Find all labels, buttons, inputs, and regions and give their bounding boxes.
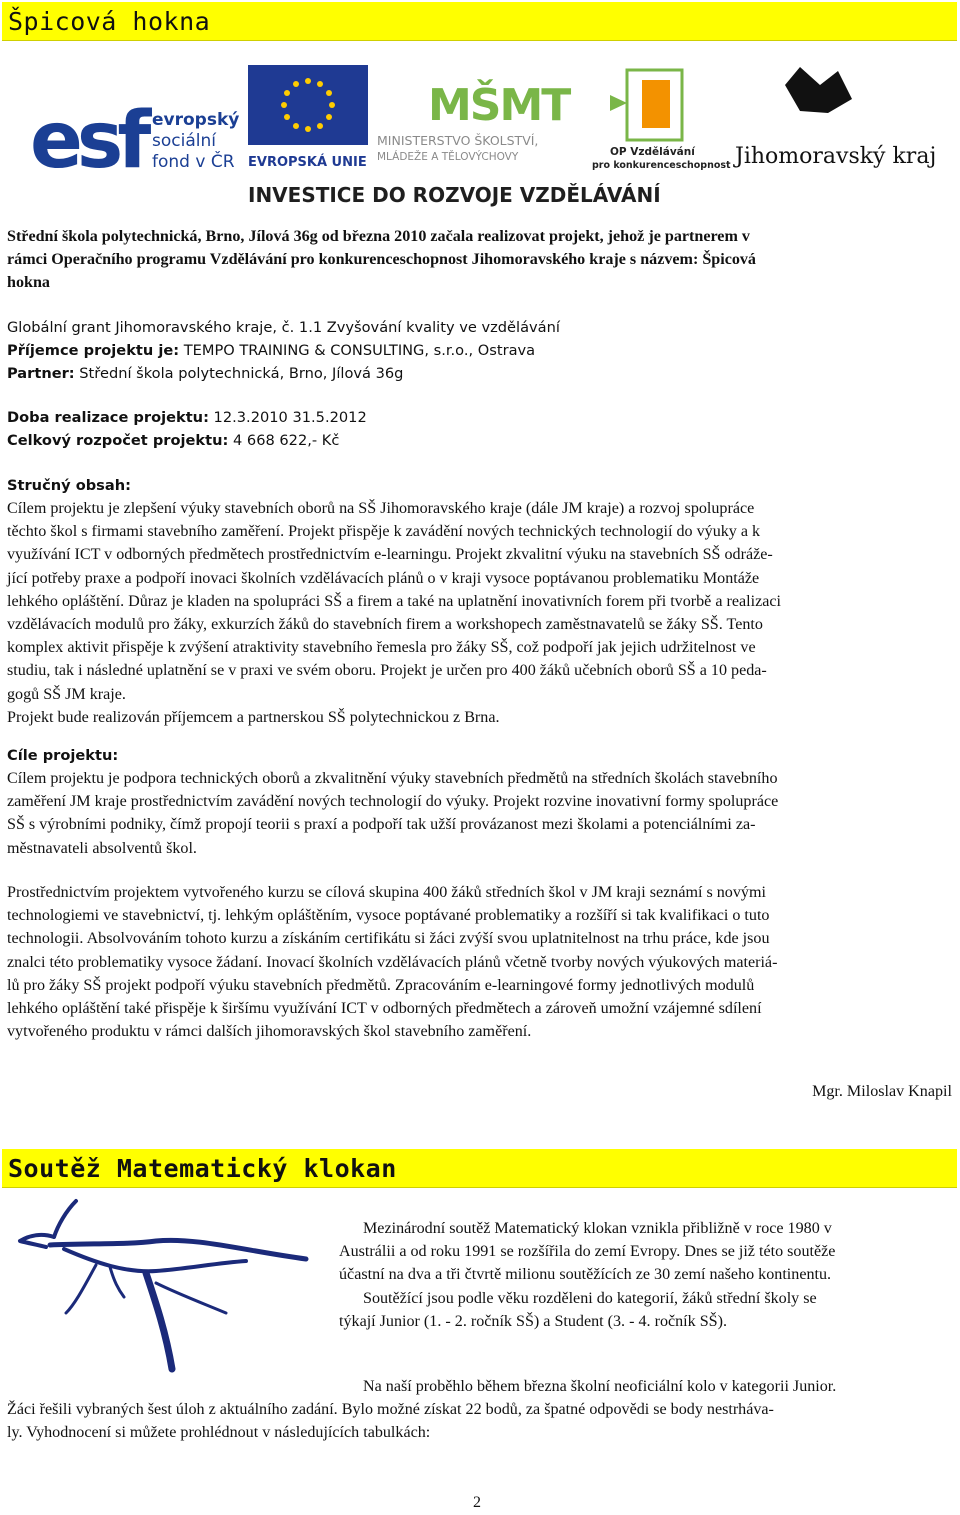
- summary-line: studiu, tak i následné uplatnění se v praxi ve svém oboru. Projekt je určen pro 400 žáků učebních oborů SŠ a 10 peda-: [7, 662, 767, 680]
- op-logo: [592, 70, 731, 171]
- course-line: Prostřednictvím projektem vytvořeného kurzu se cílová skupina 400 žáků středních škol v JM kraji seznámí s novými: [7, 884, 766, 901]
- school-line-3: ly. Vyhodnocení si můžete prohlédnout v následujících tabulkách:: [7, 1424, 431, 1441]
- goals-line: zaměření JM kraje prostřednictvím zavádění nových technologií do výuky. Projekt rozvine inovativní formy spolupráce: [7, 793, 779, 811]
- summary-line: komplex aktivit přispěje k zvýšení atraktivity stavebního řemesla pro žáky SŠ, což podpoří jak jejich udržitelnost ve: [7, 639, 756, 657]
- section-title: Soutěž Matematický klokan: [8, 1154, 397, 1183]
- course-last-line: vytvořeného produktu v rámci dalších jihomoravských škol stavebního zaměření.: [7, 1023, 532, 1041]
- logo-strip: [0, 55, 960, 210]
- summary-last-line: Projekt bude realizován příjemcem a partnerskou SŠ polytechnickou z Brna.: [7, 708, 500, 726]
- msmt-logo: [377, 78, 571, 163]
- msmt-line-1: MINISTERSTVO ŠKOLSTVÍ,: [377, 133, 539, 148]
- summary-heading: Stručný obsah:: [7, 477, 131, 494]
- klokan-line: týkají Junior (1. - 2. ročník SŠ) a Student (3. - 4. ročník SŠ).: [339, 1312, 728, 1330]
- summary-line: využívání ICT v odborných předmětech prostřednictvím e-learningu. Projekt zkvalitní výuku na stavebních SŠ odráže-: [7, 546, 773, 564]
- eu-logo: [248, 65, 368, 170]
- grant-line: Globální grant Jihomoravského kraje, č. 1.1 Zvyšování kvality ve vzdělávání: [7, 319, 560, 336]
- msmt-mark: MŠMT: [428, 80, 570, 131]
- goals-line: městnavateli absolventů škol.: [7, 839, 197, 857]
- klokan-line: Soutěžící jsou podle věku rozděleni do kategorií, žáků střední školy se: [363, 1289, 817, 1307]
- op-line-2: pro konkurenceschopnost: [592, 160, 731, 171]
- partner-line: [7, 362, 403, 385]
- partner-value: Střední škola polytechnická, Brno, Jílová 36g: [74, 365, 404, 382]
- intro-line-2: rámci Operačního programu Vzdělávání pro konkurenceschopnost Jihomoravského kraje s názvem: Špicová: [7, 251, 756, 268]
- course-line: technologii. Absolvováním tohoto kurzu a získáním certifikátu si žáci zvýší svou uplatnitelnost na trhu práce, kde jsou: [7, 930, 770, 948]
- goals-line: Cílem projektu je podpora technických oborů a zkvalitnění výuky stavebních předmětů na středních školách stavebního: [7, 770, 778, 787]
- summary-line: vzdělávacích modulů pro žáky, exkurzích žáků do stavebních firem a workshopech zaměstnavatelů se žáky SŠ. Tento: [7, 616, 763, 634]
- esf-line-2: sociální: [152, 131, 216, 151]
- summary-line: Cílem projektu je zlepšení výuky stavebních oborů na SŠ Jihomoravského kraje (dále JM kraje) a rozvoj spolupráce: [7, 500, 755, 517]
- partner-label: Partner:: [7, 365, 75, 382]
- signature: Mgr. Miloslav Knapil: [812, 1083, 952, 1100]
- page-number: 2: [473, 1494, 481, 1511]
- course-paragraph: [7, 881, 953, 1043]
- course-line: znalci této problematiky vysoce žádaní. Inovací školních vzdělávacích plánů včetně tvorby nových výukových materiá-: [7, 953, 778, 971]
- eu-label: EVROPSKÁ UNIE: [248, 155, 367, 170]
- esf-line-1: evropský: [152, 110, 240, 130]
- goals-heading: Cíle projektu:: [7, 747, 119, 764]
- budget-value: 4 668 622,- Kč: [228, 432, 340, 449]
- summary-line: těchto škol s firmami stavebního zaměření. Projekt přispěje k zavádění nových technických technologií do výuky a k: [7, 523, 761, 541]
- recipient-line: [7, 339, 535, 362]
- summary-paragraph: [7, 497, 953, 729]
- op-line-1: OP Vzdělávání: [610, 146, 695, 158]
- msmt-line-2: MLÁDEŽE A TĚLOVÝCHOVY: [377, 151, 519, 163]
- recipient-value: TEMPO TRAINING & CONSULTING, s.r.o., Ostrava: [179, 342, 536, 359]
- duration-value: 12.3.2010 31.5.2012: [208, 409, 367, 426]
- klokan-line: Mezinárodní soutěž Matematický klokan vznikla přibližně v roce 1980 v: [363, 1220, 832, 1237]
- budget-label: Celkový rozpočet projektu:: [7, 432, 229, 449]
- duration-label: Doba realizace projektu:: [7, 409, 209, 426]
- klokan-intro: [339, 1217, 944, 1333]
- investice-banner: INVESTICE DO ROZVOJE VZDĚLÁVÁNÍ: [248, 183, 661, 207]
- duration-line: [7, 406, 367, 429]
- goals-line: SŠ s výrobními podniky, čímž propojí teorii s praxí a podpoří tak užší provázanost mezi školami a potenciálními za-: [7, 816, 756, 834]
- intro-line-1: Střední škola polytechnická, Brno, Jílová 36g od března 2010 začala realizovat projekt, jehož je partnerem v: [7, 228, 750, 245]
- intro-line-3: hokna: [7, 274, 50, 291]
- goals-paragraph: [7, 767, 953, 860]
- school-line-2: Žáci řešili vybraných šest úloh z aktuálního zadání. Bylo možné získat 22 bodů, za špatné odpovědi se body nestrháva-: [7, 1401, 774, 1418]
- section-heading-matematicky-klokan: [2, 1149, 957, 1188]
- course-line: lů pro žáky SŠ projekt podpoří výuku stavebních předmětů. Zpracováním e-learningové formy jednotlivých modulů: [7, 976, 755, 994]
- budget-line: [7, 429, 339, 452]
- klokan-line: Austrálii a od roku 1991 se rozšířila do zemí Evropy. Dnes se již této soutěže: [339, 1243, 836, 1261]
- summary-line: jící potřeby praxe a podpoří inovaci školních vzdělávacích plánů o v kraji vysoce poptávanou problematiku Montáže: [7, 569, 760, 587]
- section-title: Špicová hokna: [8, 7, 211, 36]
- esf-line-3: fond v ČR: [152, 152, 235, 172]
- summary-line: gogů SŠ JM kraje.: [7, 685, 126, 703]
- course-line: lehkého opláštění také přispěje k širšímu využívání ICT v odborných předmětech a zároveň umožní vzájemné sdílení: [7, 1000, 762, 1018]
- summary-line: lehkého opláštění. Důraz je kladen na spolupráci SŠ a firem a také na uplatnění inovativních forem při tvorbě a realizaci: [7, 592, 782, 610]
- jmk-logo: [733, 67, 936, 169]
- section-heading-spicova-hokna: [2, 2, 957, 41]
- klokan-line: účastní na dva a tři čtvrtě milionu soutěžících ze 30 zemí našeho kontinentu.: [339, 1266, 832, 1284]
- school-line-1: Na naší proběhlo během března školní neoficiální kolo v kategorii Junior.: [363, 1378, 837, 1395]
- recipient-label: Příjemce projektu je:: [7, 342, 180, 359]
- jmk-label: Jihomoravský kraj: [735, 144, 937, 169]
- esf-logo: [30, 63, 239, 186]
- course-line: technologiemi ve stavebnictví, tj. lehkým opláštěním, vysoce poptávané problematiky a rozšíří si tak kvalifikaci o tuto: [7, 907, 770, 925]
- esf-logo-letters: esf: [30, 96, 146, 186]
- kangaroo-illustration: [6, 1193, 324, 1373]
